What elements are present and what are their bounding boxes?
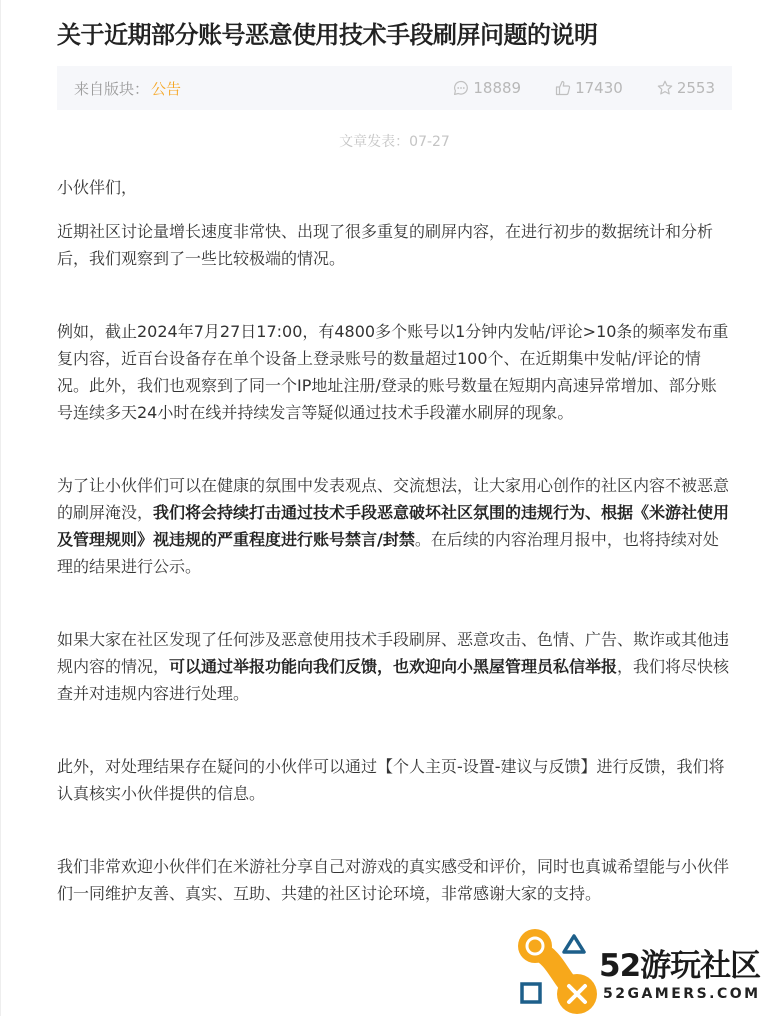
page-left-border bbox=[0, 0, 1, 1016]
forum-from-label: 来自版块： bbox=[74, 79, 150, 98]
comment-bubble-icon bbox=[453, 80, 469, 96]
like-count: 17430 bbox=[575, 79, 623, 97]
paragraph-greeting: 小伙伴们， bbox=[57, 178, 138, 197]
watermark-subtitle: 52GAMERS.COM bbox=[603, 986, 761, 1002]
paragraph-2: 例如，截止2024年7月27日17:00，有4800多个账号以1分钟内发帖/评论>10条的频率发布重复内容，近百台设备存在单个设备上登录账号的数量超过100个、在近期集中发帖/评论的情况。此外，我们也观察到了同一个IP地址注册/登录的账号数量在短期内高速异常增加、部分账号连续多天24小时在线并持续发言等疑似通过技术手段灌水刷屏的现象。 bbox=[57, 322, 729, 422]
forum-link[interactable]: 公告 bbox=[151, 79, 182, 98]
paragraph-1: 近期社区讨论量增长速度非常快、出现了很多重复的刷屏内容，在进行初步的数据统计和分析后，我们观察到了一些比较极端的情况。 bbox=[57, 222, 714, 268]
paragraph-4-text-a: 如果大家在社区发现了任何涉及恶意使用技术手段刷屏、恶意攻击、色情、广告、欺诈或其他违规内容的情况， bbox=[57, 630, 730, 676]
publish-date: 文章发表：07-27 bbox=[339, 134, 450, 150]
article-title: 关于近期部分账号恶意使用技术手段刷屏问题的说明 bbox=[57, 21, 598, 49]
paragraph-3-text-b: 。在后续的内容治理月报中，也将持续对处理的结果进行公示。 bbox=[57, 530, 719, 576]
paragraph-5: 此外，对处理结果存在疑问的小伙伴可以通过【个人主页-设置-建议与反馈】进行反馈，我们将认真核实小伙伴提供的信息。 bbox=[57, 757, 725, 803]
favorite-count: 2553 bbox=[676, 79, 715, 97]
paragraph-3 bbox=[57, 472, 732, 580]
article-meta-bar bbox=[57, 66, 732, 110]
gamepad-logo-icon bbox=[515, 928, 605, 1016]
site-watermark bbox=[515, 928, 766, 1016]
paragraph-4 bbox=[57, 626, 732, 707]
article-content bbox=[57, 174, 732, 907]
paragraph-3-bold: 我们将会持续打击通过技术手段恶意破坏社区氛围的违规行为、根据《米游社使用及管理规则》视违规的严重程度进行账号禁言/封禁 bbox=[57, 503, 730, 549]
comment-count: 18889 bbox=[473, 79, 522, 97]
paragraph-3-text-a: 为了让小伙伴们可以在健康的氛围中发表观点、交流想法，让大家用心创作的社区内容不被恶意的刷屏淹没， bbox=[57, 476, 730, 522]
paragraph-6: 我们非常欢迎小伙伴们在米游社分享自己对游戏的真实感受和评价，同时也真诚希望能与小伙伴们一同维护友善、真实、互助、共建的社区讨论环境，非常感谢大家的支持。 bbox=[57, 857, 730, 903]
star-icon bbox=[657, 80, 673, 96]
thumbs-up-icon bbox=[555, 80, 571, 96]
paragraph-4-bold: 可以通过举报功能向我们反馈，也欢迎向小黑屋管理员私信举报 bbox=[169, 657, 618, 676]
watermark-title: 52游玩社区 bbox=[599, 948, 761, 984]
comment-count-button[interactable] bbox=[453, 79, 521, 97]
article bbox=[57, 0, 732, 907]
article-stats bbox=[453, 79, 715, 97]
paragraph-4-text-b: ，我们将尽快核查并对违规内容进行处理。 bbox=[57, 657, 730, 703]
like-button[interactable] bbox=[555, 79, 623, 97]
favorite-button[interactable] bbox=[657, 79, 715, 97]
